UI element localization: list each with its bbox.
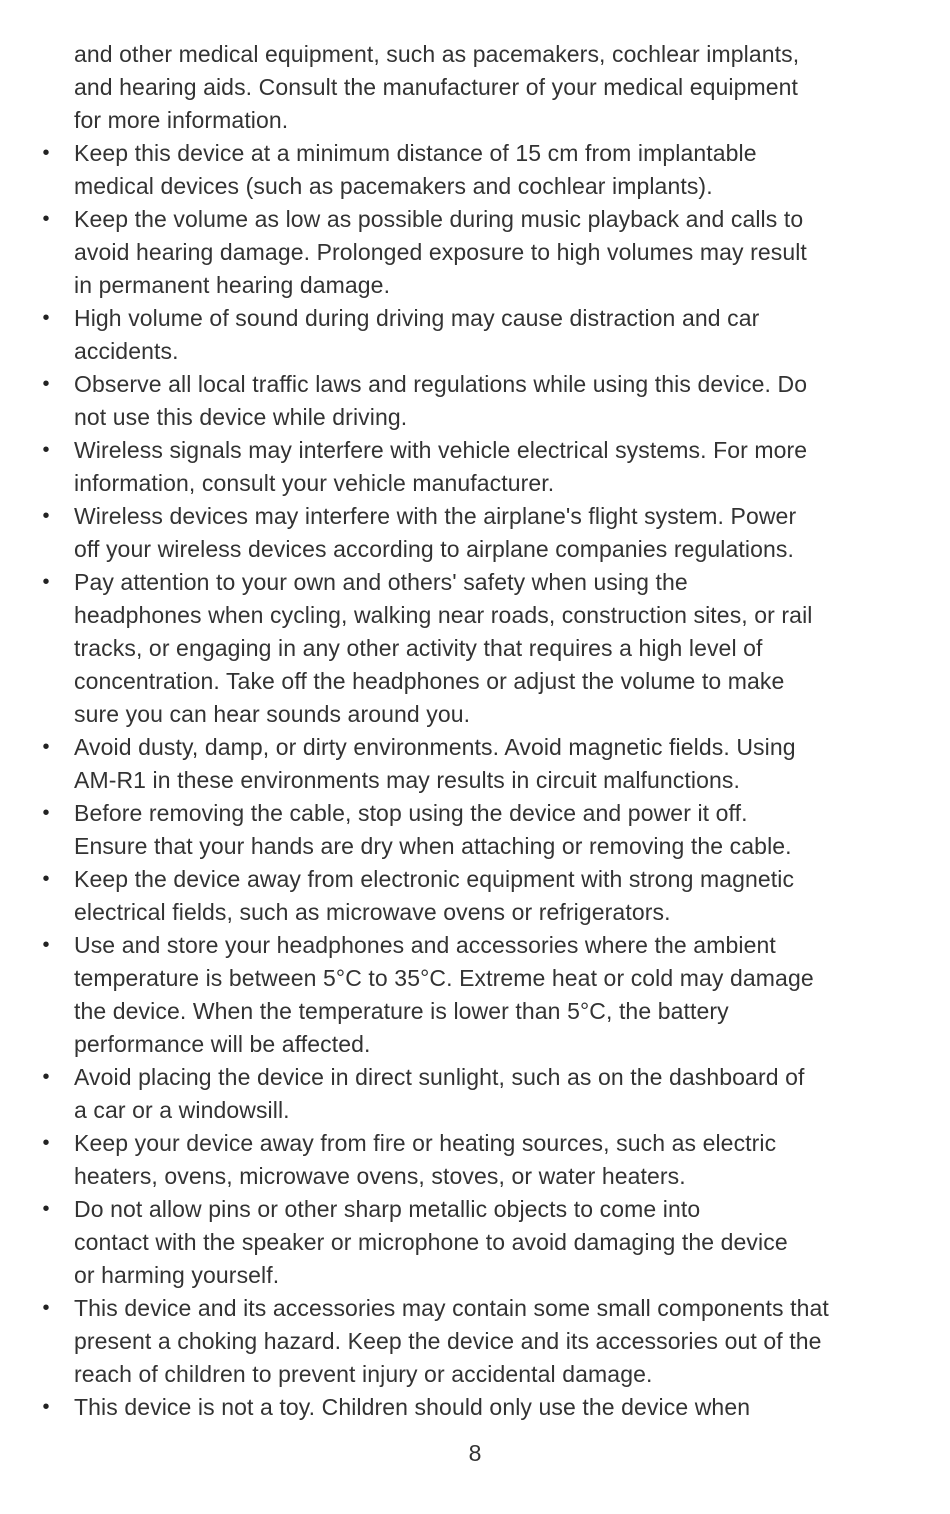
bullet-icon: • xyxy=(42,439,50,461)
list-item xyxy=(0,1061,874,1127)
bullet-icon: • xyxy=(42,505,50,527)
list-item-line: concentration. Take off the headphones or adjust the volume to make xyxy=(74,668,785,694)
bullet-icon: • xyxy=(42,571,50,593)
paragraph-line: and hearing aids. Consult the manufacturer of your medical equipment xyxy=(74,74,799,100)
list-item-line: Before removing the cable, stop using the device and power it off. xyxy=(74,800,748,826)
list-item-line: This device and its accessories may contain some small components that xyxy=(74,1295,829,1321)
continued-paragraph xyxy=(74,38,874,137)
list-item-line: temperature is between 5°C to 35°C. Extreme heat or cold may damage xyxy=(74,965,814,991)
bullet-icon: • xyxy=(42,1396,50,1418)
bullet-icon: • xyxy=(42,208,50,230)
list-item-line: in permanent hearing damage. xyxy=(74,272,391,298)
list-item-line: Avoid dusty, damp, or dirty environments. Avoid magnetic fields. Using xyxy=(74,734,796,760)
list-item-line: contact with the speaker or microphone to avoid damaging the device xyxy=(74,1229,788,1255)
list-item-line: Do not allow pins or other sharp metallic objects to come into xyxy=(74,1196,701,1222)
list-item-line: Avoid placing the device in direct sunlight, such as on the dashboard of xyxy=(74,1064,805,1090)
list-item-line: performance will be affected. xyxy=(74,1031,371,1057)
list-item xyxy=(0,1292,874,1391)
list-item-line: Wireless signals may interfere with vehicle electrical systems. For more xyxy=(74,437,808,463)
bullet-icon: • xyxy=(42,934,50,956)
list-item-line: High volume of sound during driving may cause distraction and car xyxy=(74,305,760,331)
list-item-line: Keep the device away from electronic equipment with strong magnetic xyxy=(74,866,795,892)
list-item xyxy=(0,1127,874,1193)
list-item xyxy=(0,500,874,566)
list-item xyxy=(0,203,874,302)
list-item-line: Pay attention to your own and others' safety when using the xyxy=(74,569,688,595)
bullet-icon: • xyxy=(42,802,50,824)
page-number: 8 xyxy=(468,1440,482,1466)
list-item-line: AM-R1 in these environments may results in circuit malfunctions. xyxy=(74,767,740,793)
list-item-line: Keep the volume as low as possible during music playback and calls to xyxy=(74,206,804,232)
safety-bullet-list xyxy=(0,137,950,1424)
list-item xyxy=(0,137,874,203)
bullet-icon: • xyxy=(42,868,50,890)
list-item-line: electrical fields, such as microwave ovens or refrigerators. xyxy=(74,899,671,925)
list-item xyxy=(0,929,874,1061)
list-item xyxy=(0,1391,874,1424)
list-item-line: medical devices (such as pacemakers and cochlear implants). xyxy=(74,173,713,199)
list-item-line: Observe all local traffic laws and regulations while using this device. Do xyxy=(74,371,808,397)
list-item xyxy=(0,1193,874,1292)
list-item-line: heaters, ovens, microwave ovens, stoves, or water heaters. xyxy=(74,1163,686,1189)
list-item-line: Wireless devices may interfere with the airplane's flight system. Power xyxy=(74,503,797,529)
bullet-icon: • xyxy=(42,1198,50,1220)
list-item-line: accidents. xyxy=(74,338,179,364)
list-item-line: headphones when cycling, walking near roads, construction sites, or rail xyxy=(74,602,813,628)
list-item xyxy=(0,731,874,797)
list-item-line: avoid hearing damage. Prolonged exposure to high volumes may result xyxy=(74,239,807,265)
list-item-line: information, consult your vehicle manufacturer. xyxy=(74,470,555,496)
list-item xyxy=(0,797,874,863)
list-item-line: not use this device while driving. xyxy=(74,404,408,430)
list-item-line: reach of children to prevent injury or accidental damage. xyxy=(74,1361,653,1387)
list-item-line: or harming yourself. xyxy=(74,1262,280,1288)
list-item-line: present a choking hazard. Keep the device and its accessories out of the xyxy=(74,1328,822,1354)
list-item-line: off your wireless devices according to airplane companies regulations. xyxy=(74,536,794,562)
list-item xyxy=(0,368,874,434)
paragraph-line: and other medical equipment, such as pacemakers, cochlear implants, xyxy=(74,41,800,67)
list-item-line: sure you can hear sounds around you. xyxy=(74,701,471,727)
list-item-line: tracks, or engaging in any other activity that requires a high level of xyxy=(74,635,763,661)
list-item xyxy=(0,434,874,500)
paragraph-line: for more information. xyxy=(74,107,289,133)
bullet-icon: • xyxy=(42,142,50,164)
bullet-icon: • xyxy=(42,736,50,758)
bullet-icon: • xyxy=(42,1066,50,1088)
list-item-line: Use and store your headphones and accessories where the ambient xyxy=(74,932,776,958)
list-item xyxy=(0,863,874,929)
bullet-icon: • xyxy=(42,307,50,329)
list-item-line: This device is not a toy. Children should only use the device when xyxy=(74,1394,751,1420)
bullet-icon: • xyxy=(42,373,50,395)
list-item xyxy=(0,566,874,731)
bullet-icon: • xyxy=(42,1132,50,1154)
list-item-line: Keep your device away from fire or heating sources, such as electric xyxy=(74,1130,777,1156)
bullet-icon: • xyxy=(42,1297,50,1319)
document-page xyxy=(0,38,950,1424)
list-item-line: Keep this device at a minimum distance of 15 cm from implantable xyxy=(74,140,757,166)
list-item-line: the device. When the temperature is lower than 5°C, the battery xyxy=(74,998,729,1024)
list-item-line: Ensure that your hands are dry when attaching or removing the cable. xyxy=(74,833,792,859)
list-item-line: a car or a windowsill. xyxy=(74,1097,290,1123)
list-item xyxy=(0,302,874,368)
